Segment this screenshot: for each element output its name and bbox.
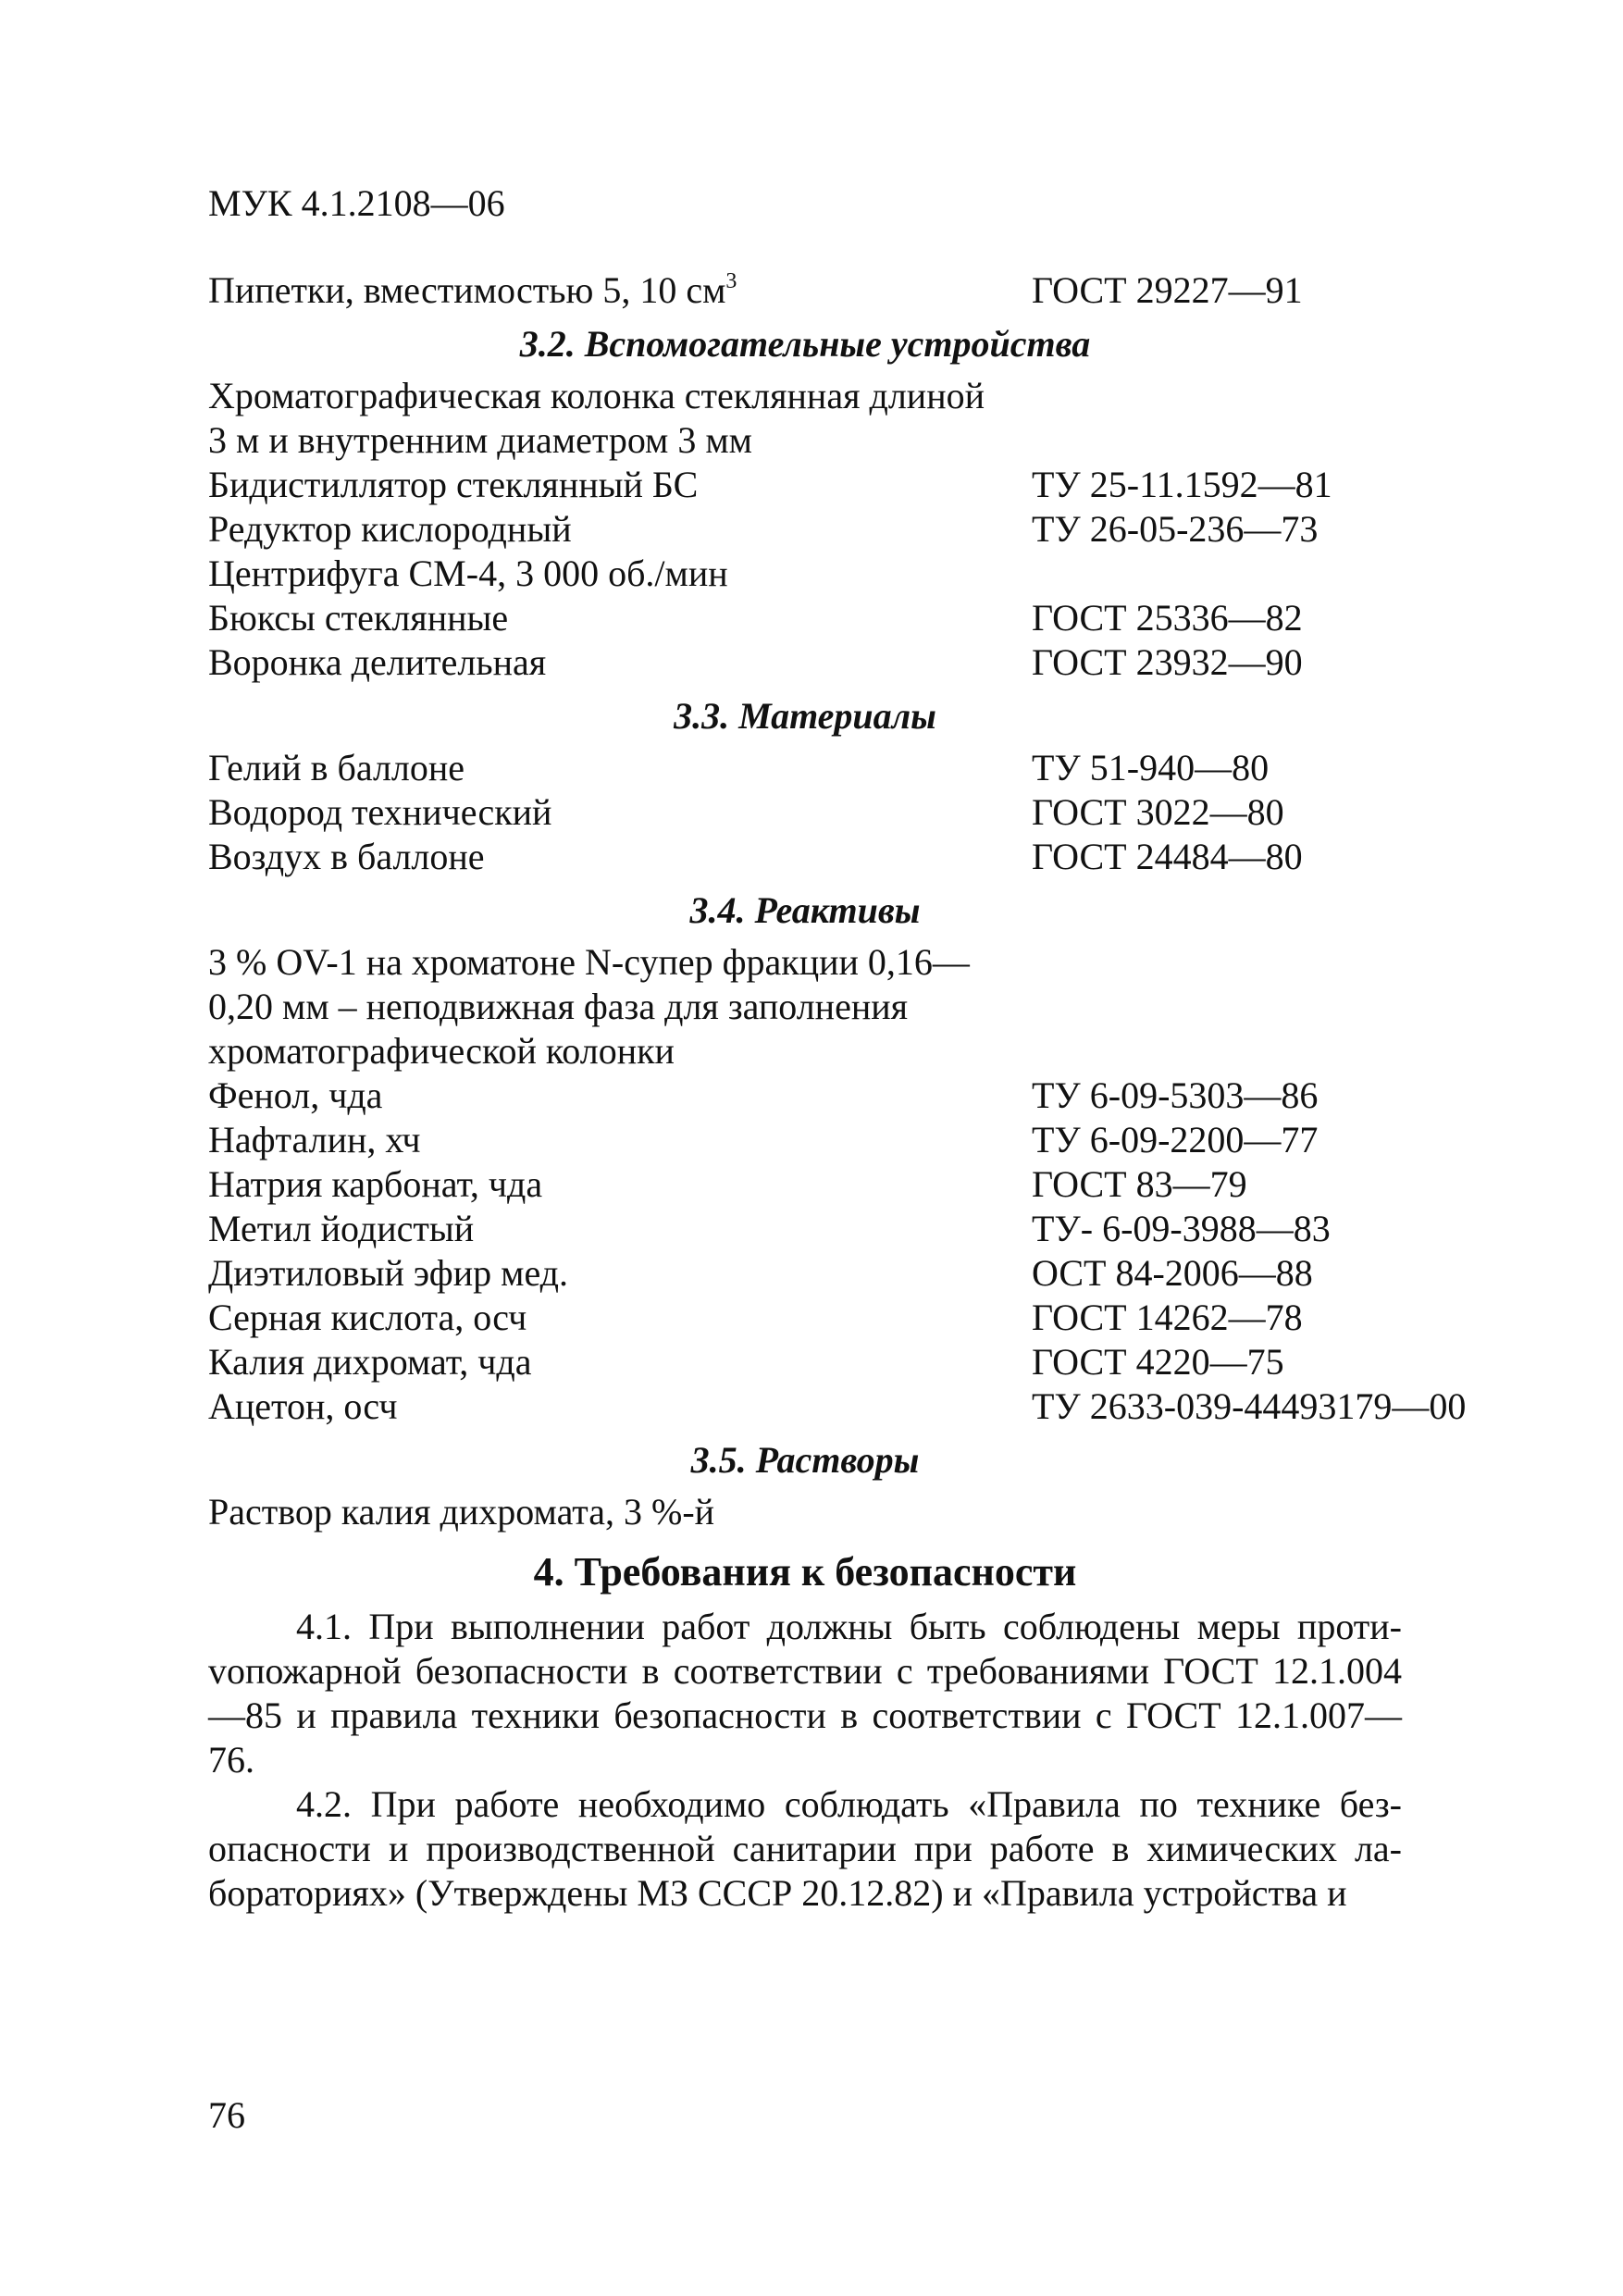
list-item xyxy=(208,1490,1402,1534)
section-4-title: 4. Требования к безопасности xyxy=(533,1549,1077,1595)
item-standard: ТУ 6-09-5303—86 xyxy=(1032,1074,1319,1116)
item-standard: ТУ 51-940—80 xyxy=(1032,747,1270,788)
item-standard: ГОСТ 83—79 xyxy=(1032,1163,1247,1205)
item-standard: ГОСТ 14262—78 xyxy=(1032,1297,1303,1338)
list-item xyxy=(208,1162,1402,1207)
item-name: Водород технический xyxy=(208,791,552,833)
list-item xyxy=(208,374,1402,418)
item-standard: ТУ 26-05-236—73 xyxy=(1032,508,1319,550)
item-name: 3 % OV-1 на хроматоне N-супер фракции 0,16— xyxy=(208,941,970,983)
section-3-4-title: 3.4. Реактивы xyxy=(689,889,921,931)
item-name: Натрия карбонат, чда xyxy=(208,1163,543,1205)
item-name: Воронка делительная xyxy=(208,641,547,683)
item-standard: ГОСТ 23932—90 xyxy=(1032,641,1303,683)
document-code: МУК 4.1.2108—06 xyxy=(208,182,505,224)
item-standard: ГОСТ 3022—80 xyxy=(1032,791,1284,833)
section-3-2-list xyxy=(208,374,1402,685)
item-standard: ТУ 2633-039-44493179—00 xyxy=(1032,1385,1467,1427)
item-name: Метил йодистый xyxy=(208,1208,475,1249)
item-name: 0,20 мм – неподвижная фаза для заполнения xyxy=(208,986,909,1027)
item-name: Диэтиловый эфир мед. xyxy=(208,1252,569,1294)
item-name: Калия дихромат, чда xyxy=(208,1341,532,1383)
list-item xyxy=(208,640,1402,685)
item-name: хроматографической колонки xyxy=(208,1030,675,1072)
list-item xyxy=(208,1118,1402,1162)
item-name: Хроматографическая колонка стеклянная длиной xyxy=(208,375,985,416)
list-item xyxy=(208,552,1402,596)
item-name: Пипетки, вместимостью 5, 10 $см^3$ xyxy=(208,269,737,311)
item-standard: ГОСТ 29227—91 xyxy=(1032,269,1303,311)
list-item xyxy=(208,940,1402,985)
item-name: 3 м и внутренним диаметром 3 мм xyxy=(208,419,752,461)
list-item xyxy=(208,418,1402,463)
page-content xyxy=(208,268,1467,1916)
section-3-2-title: 3.2. Вспомогательные устройства xyxy=(519,323,1091,365)
item-standard: ГОСТ 4220—75 xyxy=(1032,1341,1284,1383)
list-item xyxy=(208,1296,1402,1340)
section-3-5-title: 3.5. Растворы xyxy=(690,1439,920,1481)
item-name: Раствор калия дихромата, 3 %-й xyxy=(208,1491,715,1533)
list-item xyxy=(208,1074,1402,1118)
list-item xyxy=(208,1384,1467,1429)
list-item xyxy=(208,1340,1402,1384)
list-item xyxy=(208,507,1402,552)
list-item xyxy=(208,1029,1402,1074)
list-item xyxy=(208,596,1402,640)
item-standard: ОСТ 84-2006—88 xyxy=(1032,1252,1313,1294)
paragraph-4-2: 4.2. При работе необходимо соблюдать «Правила по технике безопасности и производственной санитарии при работе в химических лабораториях» (Утверждены МЗ СССР 20.12.82) и «Правила устройства и xyxy=(208,1783,1402,1914)
list-item xyxy=(208,463,1402,507)
list-item-pipettes xyxy=(208,268,1402,313)
list-item xyxy=(208,1207,1402,1251)
item-standard: ТУ 6-09-2200—77 xyxy=(1032,1119,1319,1160)
section-3-3-title: 3.3. Материалы xyxy=(674,695,936,737)
item-name: Фенол, чда xyxy=(208,1074,383,1116)
page-number: 76 xyxy=(208,2094,245,2136)
section-3-5-list xyxy=(208,1490,1402,1534)
item-name: Гелий в баллоне xyxy=(208,747,465,788)
item-name: Нафталин, хч xyxy=(208,1119,421,1160)
list-item xyxy=(208,790,1402,835)
item-name: Центрифуга СМ-4, 3 000 об./мин xyxy=(208,552,728,594)
item-name: Бидистиллятор стеклянный БС xyxy=(208,464,699,505)
superscript: 3 xyxy=(725,269,737,293)
list-item xyxy=(208,835,1402,879)
item-standard: ТУ- 6-09-3988—83 xyxy=(1032,1208,1331,1249)
item-standard: ТУ 25-11.1592—81 xyxy=(1032,464,1332,505)
item-standard: ГОСТ 24484—80 xyxy=(1032,836,1303,877)
list-item xyxy=(208,1251,1402,1296)
item-name: Серная кислота, осч xyxy=(208,1297,527,1338)
item-name: Редуктор кислородный xyxy=(208,508,572,550)
item-standard: ГОСТ 25336—82 xyxy=(1032,597,1303,639)
list-item xyxy=(208,985,1402,1029)
item-name: Воздух в баллоне xyxy=(208,836,485,877)
item-name: Бюксы стеклянные xyxy=(208,597,509,639)
paragraph-4-1: 4.1. При выполнении работ должны быть соблюдены меры протиvопожарной безопасности в соответствии с требованиями ГОСТ 12.1.004—85 и правила техники безопасности в соответствии с ГОСТ 12.1.007—76. xyxy=(208,1606,1402,1781)
item-name: Ацетон, осч xyxy=(208,1385,398,1427)
section-3-4-list xyxy=(208,940,1467,1429)
list-item xyxy=(208,746,1402,790)
section-3-3-list xyxy=(208,746,1402,879)
